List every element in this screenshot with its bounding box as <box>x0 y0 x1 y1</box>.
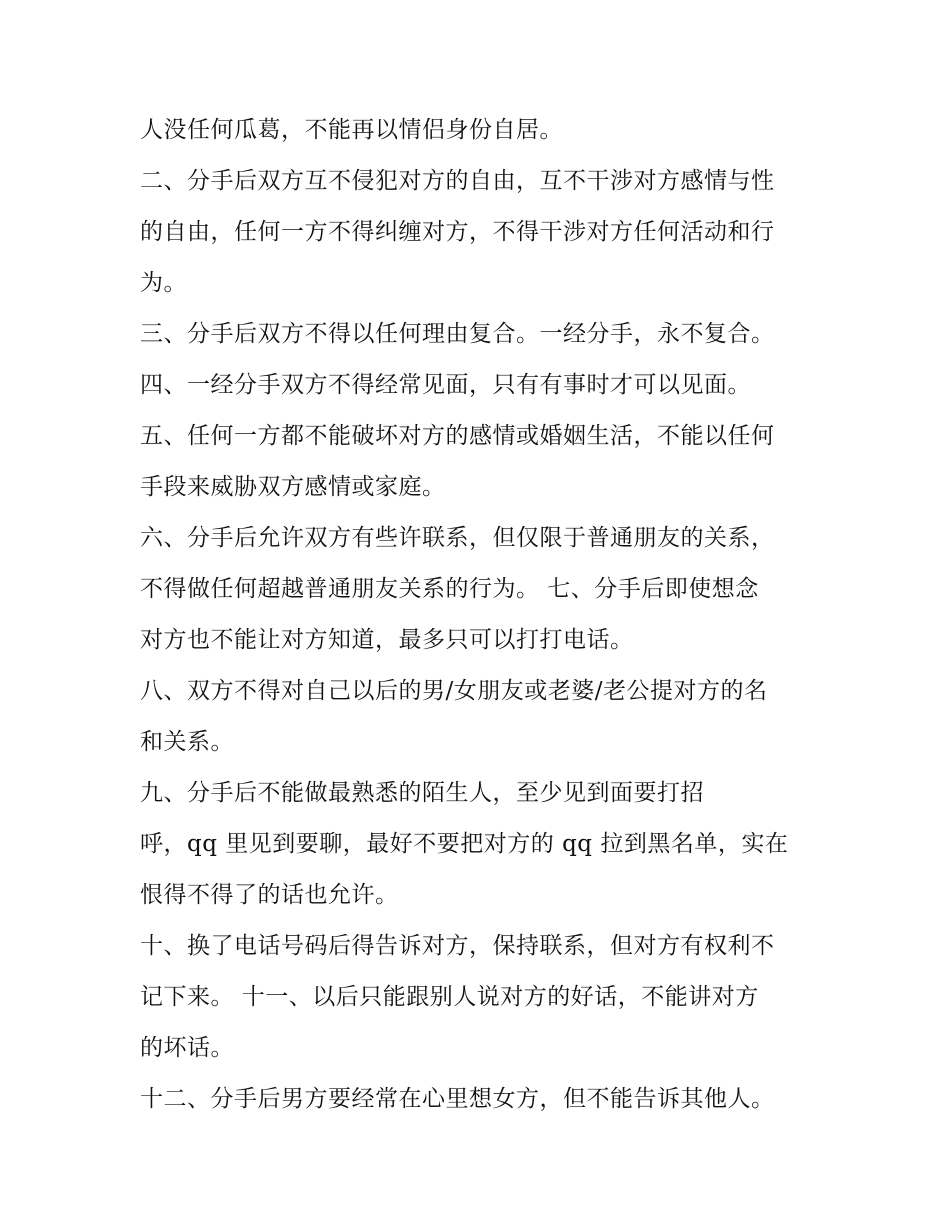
text-line-6: 四、一经分手双方不得经常见面，只有有事时才可以见面。 <box>140 372 751 398</box>
text-line-16: 恨得不得了的话也允许。 <box>140 882 399 908</box>
text-line-9: 六、分手后允许双方有些许联系，但仅限于普通朋友的关系， <box>140 525 775 551</box>
text-line-17: 十、换了电话号码后得告诉对方，保持联系，但对方有权利不 <box>140 933 775 959</box>
text-line-3: 的自由，任何一方不得纠缠对方，不得干涉对方任何活动和行 <box>140 219 775 245</box>
text-line-20: 十二、分手后男方要经常在心里想女方，但不能告诉其他人。 <box>140 1086 775 1112</box>
text-line-8: 手段来威胁双方感情或家庭。 <box>140 474 446 500</box>
text-line-5: 三、分手后双方不得以任何理由复合。一经分手，永不复合。 <box>140 321 775 347</box>
text-line-2: 二、分手后双方互不侵犯对方的自由，互不干涉对方感情与性 <box>140 168 775 194</box>
text-line-12: 八、双方不得对自己以后的男/女朋友或老婆/老公提对方的名 <box>140 678 768 704</box>
text-line-15: 呼，qq 里见到要聊，最好不要把对方的 qq 拉到黑名单，实在 <box>140 831 789 857</box>
document-body <box>140 105 830 1125</box>
text-line-14: 九、分手后不能做最熟悉的陌生人，至少见到面要打招 <box>140 780 704 806</box>
text-line-18: 记下来。 十一、以后只能跟别人说对方的好话，不能讲对方 <box>140 984 759 1010</box>
text-line-10: 不得做任何超越普通朋友关系的行为。 七、分手后即使想念 <box>140 576 759 602</box>
text-line-19: 的坏话。 <box>140 1035 234 1061</box>
text-line-7: 五、任何一方都不能破坏对方的感情或婚姻生活，不能以任何 <box>140 423 775 449</box>
text-line-11: 对方也不能让对方知道，最多只可以打打电话。 <box>140 627 634 653</box>
text-line-4: 为。 <box>140 270 187 296</box>
text-line-13: 和关系。 <box>140 729 234 755</box>
text-line-1: 人没任何瓜葛，不能再以情侣身份自居。 <box>140 117 563 143</box>
